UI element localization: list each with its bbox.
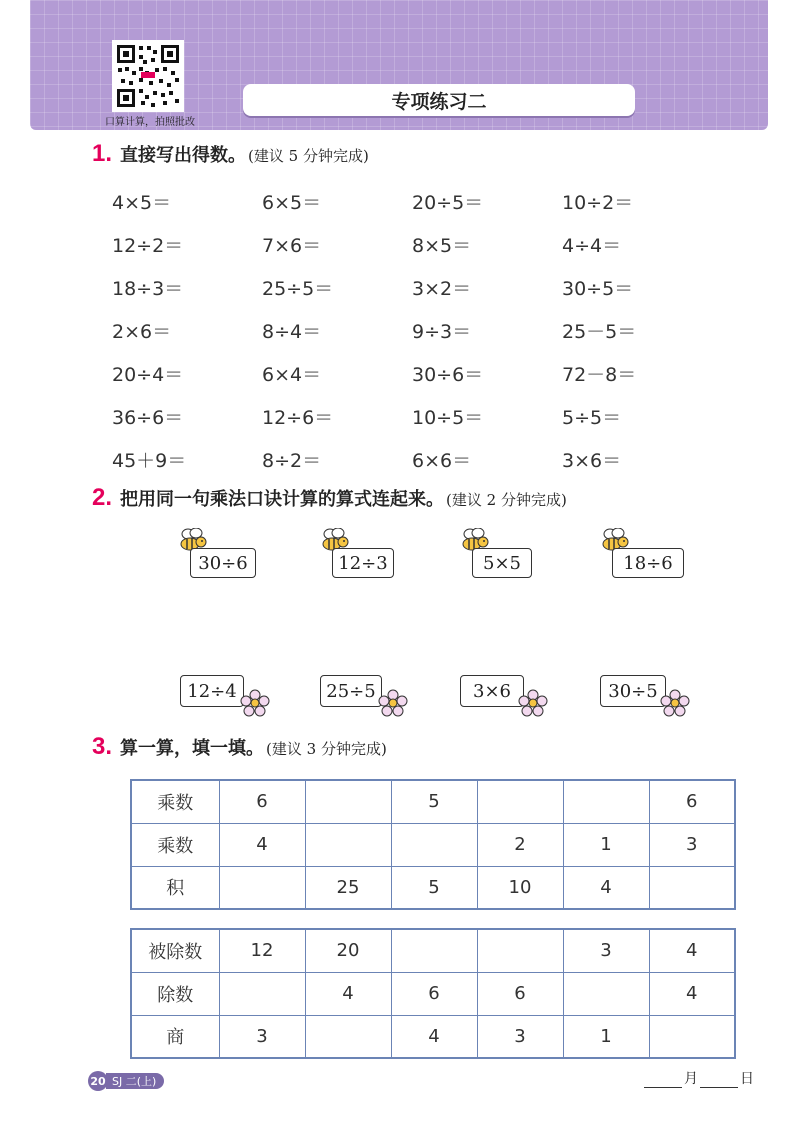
table-cell: 5 — [391, 780, 477, 823]
page-number: 20 — [88, 1071, 108, 1091]
equation-row — [112, 223, 712, 266]
expression-card[interactable]: 3×6 — [460, 675, 524, 707]
equation-row — [112, 309, 712, 352]
equation-row — [112, 395, 712, 438]
table-cell-blank[interactable] — [649, 866, 735, 909]
expression-card[interactable]: 25÷5 — [320, 675, 382, 707]
equation: 25÷5＝ — [262, 278, 334, 300]
equation: 10÷2＝ — [562, 192, 634, 214]
equation: 6×6＝ — [412, 450, 472, 472]
table-row — [131, 866, 735, 909]
page-title: 专项练习二 — [243, 84, 635, 116]
table-cell: 4 — [649, 972, 735, 1015]
division-table — [130, 928, 736, 1059]
equation: 9÷3＝ — [412, 321, 472, 343]
table-cell: 4 — [219, 823, 305, 866]
section-3-heading — [92, 733, 387, 761]
equation: 10÷5＝ — [412, 407, 484, 429]
table-row — [131, 1015, 735, 1058]
expression-card[interactable]: 5×5 — [472, 548, 532, 578]
equation: 2×6＝ — [112, 321, 172, 343]
table-row — [131, 823, 735, 866]
section-1-text: 直接写出得数。 — [120, 145, 247, 166]
equation: 20÷5＝ — [412, 192, 484, 214]
equation: 18÷3＝ — [112, 278, 184, 300]
equation: 25－5＝ — [562, 321, 637, 343]
equation: 4×5＝ — [112, 192, 172, 214]
table-row — [131, 929, 735, 972]
section-2-text: 把用同一句乘法口诀计算的算式连起来。 — [120, 489, 445, 510]
equation: 20÷4＝ — [112, 364, 184, 386]
equation-row — [112, 180, 712, 223]
table-cell: 1 — [563, 823, 649, 866]
equation: 72－8＝ — [562, 364, 637, 386]
table-cell: 5 — [391, 866, 477, 909]
row-header: 乘数 — [131, 780, 219, 823]
date-field — [642, 1068, 754, 1088]
equation: 3×6＝ — [562, 450, 622, 472]
table-cell: 6 — [477, 972, 563, 1015]
table-row — [131, 972, 735, 1015]
table-cell: 4 — [391, 1015, 477, 1058]
table-cell-blank[interactable] — [219, 972, 305, 1015]
section-1-heading — [92, 140, 369, 168]
table-cell: 2 — [477, 823, 563, 866]
flower-icon — [378, 689, 408, 717]
equation: 4÷4＝ — [562, 235, 622, 257]
table-cell-blank[interactable] — [391, 823, 477, 866]
row-header: 乘数 — [131, 823, 219, 866]
flower-icon — [240, 689, 270, 717]
table-cell: 6 — [391, 972, 477, 1015]
table-cell: 20 — [305, 929, 391, 972]
section-2-number: 2. — [92, 484, 113, 511]
qr-code — [112, 40, 184, 112]
day-label: 日 — [740, 1071, 754, 1087]
grade-label: SJ 二(上) — [106, 1073, 164, 1089]
equation-row — [112, 438, 712, 481]
equation: 12÷6＝ — [262, 407, 334, 429]
table-cell-blank[interactable] — [305, 1015, 391, 1058]
equation: 8×5＝ — [412, 235, 472, 257]
expression-card[interactable]: 18÷6 — [612, 548, 684, 578]
equation: 7×6＝ — [262, 235, 322, 257]
table-cell-blank[interactable] — [563, 780, 649, 823]
table-cell-blank[interactable] — [305, 780, 391, 823]
row-header: 除数 — [131, 972, 219, 1015]
table-cell-blank[interactable] — [477, 929, 563, 972]
page-badge — [88, 1071, 164, 1091]
table-cell-blank[interactable] — [563, 972, 649, 1015]
section-3-number: 3. — [92, 733, 113, 760]
section-2-hint: (建议 2 分钟完成) — [446, 491, 567, 509]
row-header: 被除数 — [131, 929, 219, 972]
equation-row — [112, 266, 712, 309]
table-cell: 4 — [305, 972, 391, 1015]
section-1-hint: (建议 5 分钟完成) — [248, 147, 369, 165]
section-2-heading — [92, 484, 567, 512]
expression-card[interactable]: 12÷4 — [180, 675, 244, 707]
row-header: 商 — [131, 1015, 219, 1058]
equation: 8÷4＝ — [262, 321, 322, 343]
equation-row — [112, 352, 712, 395]
table-cell: 4 — [563, 866, 649, 909]
month-blank[interactable] — [644, 1072, 682, 1088]
table-cell-blank[interactable] — [391, 929, 477, 972]
expression-card[interactable]: 30÷6 — [190, 548, 256, 578]
expression-card[interactable]: 30÷5 — [600, 675, 666, 707]
qr-caption: 口算计算，拍照批改 — [105, 117, 195, 128]
equation: 6×5＝ — [262, 192, 322, 214]
month-label: 月 — [684, 1071, 698, 1087]
equation: 3×2＝ — [412, 278, 472, 300]
equation: 36÷6＝ — [112, 407, 184, 429]
table-row — [131, 780, 735, 823]
flower-icon — [660, 689, 690, 717]
table-cell: 1 — [563, 1015, 649, 1058]
table-cell-blank[interactable] — [305, 823, 391, 866]
equation: 12÷2＝ — [112, 235, 184, 257]
section-3-hint: (建议 3 分钟完成) — [266, 740, 387, 758]
equation: 6×4＝ — [262, 364, 322, 386]
flower-icon — [518, 689, 548, 717]
table-cell: 10 — [477, 866, 563, 909]
row-header: 积 — [131, 866, 219, 909]
multiplication-table — [130, 779, 736, 910]
equation: 45＋9＝ — [112, 450, 187, 472]
section-3-text: 算一算，填一填。 — [120, 738, 265, 759]
section-1-number: 1. — [92, 140, 113, 167]
table-cell: 6 — [219, 780, 305, 823]
table-cell: 6 — [649, 780, 735, 823]
table-cell: 3 — [649, 823, 735, 866]
table-cell: 12 — [219, 929, 305, 972]
table-cell-blank[interactable] — [649, 1015, 735, 1058]
table-cell: 25 — [305, 866, 391, 909]
equation-grid — [112, 180, 712, 481]
table-cell: 4 — [649, 929, 735, 972]
expression-card[interactable]: 12÷3 — [332, 548, 394, 578]
table-cell: 3 — [477, 1015, 563, 1058]
table-cell: 3 — [219, 1015, 305, 1058]
table-cell-blank[interactable] — [477, 780, 563, 823]
equation: 30÷6＝ — [412, 364, 484, 386]
equation: 30÷5＝ — [562, 278, 634, 300]
equation: 5÷5＝ — [562, 407, 622, 429]
equation: 8÷2＝ — [262, 450, 322, 472]
day-blank[interactable] — [700, 1072, 738, 1088]
table-cell: 3 — [563, 929, 649, 972]
table-cell-blank[interactable] — [219, 866, 305, 909]
